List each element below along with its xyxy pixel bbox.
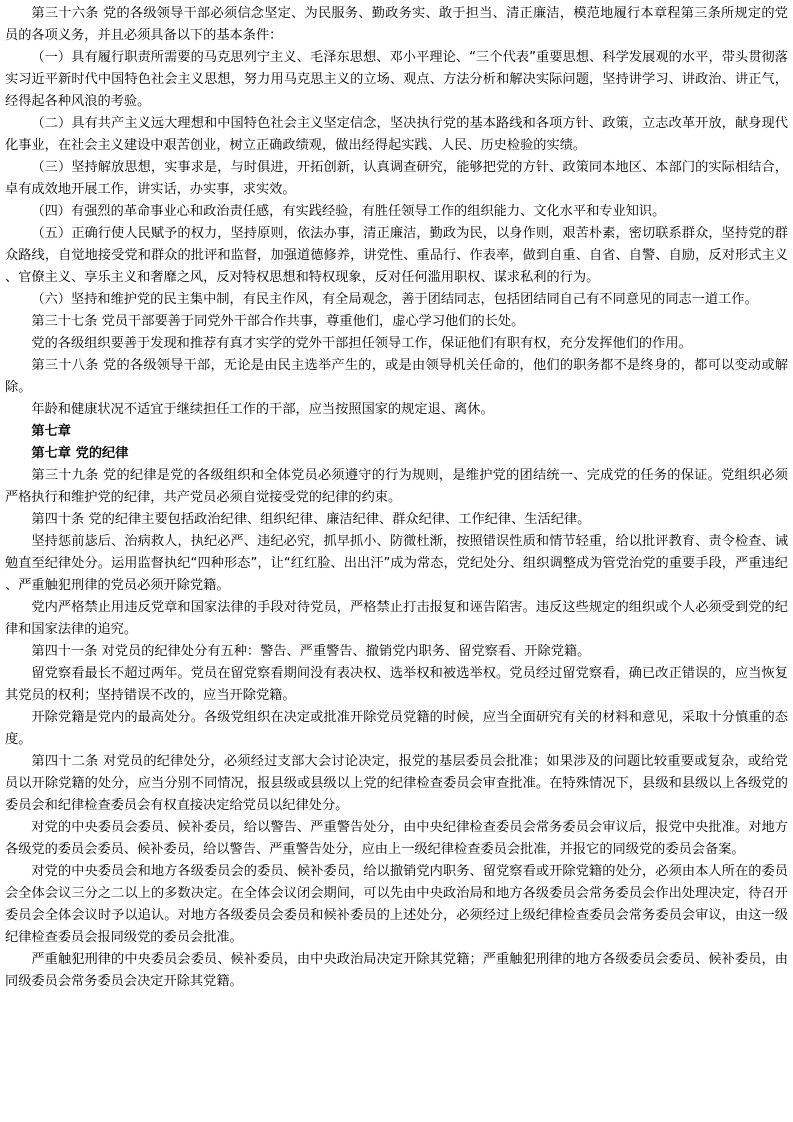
- condition-6: （六）坚持和维护党的民主集中制，有民主作风，有全局观念，善于团结同志，包括团结同自己有不同意见的同志一道工作。: [31, 292, 758, 307]
- article-38: 第三十八条 党的各级领导干部，无论是由民主选举产生的，或是由领导机关任命的，他们的职务都不是终身的，都可以变动或解除。: [5, 358, 788, 395]
- article-37: 第三十七条 党员干部要善于同党外干部合作共事，尊重他们，虚心学习他们的长处。: [31, 314, 525, 329]
- article-42-clause-1: 对党的中央委员会委员、候补委员，给以警告、严重警告处分，由中央纪律检查委员会常务委员会审议后，报党中央批准。对地方各级党的委员会委员、候补委员，给以警告、严重警告处分，应由上一级纪律检查委员会批准，并报它的同级党的委员会备案。: [5, 820, 788, 857]
- chapter-heading: 第七章: [31, 424, 72, 439]
- article-36: 第三十六条 党的各级领导干部必须信念坚定、为民服务、勤政务实、敢于担当、清正廉洁，模范地履行本章程第三条所规定的党员的各项义务，并且必须具备以下的基本条件：: [5, 6, 788, 43]
- article-42-clause-3: 严重触犯刑律的中央委员会委员、候补委员，由中央政治局决定开除其党籍；严重触犯刑律的地方各级委员会委员、候补委员，由同级委员会常务委员会决定开除其党籍。: [5, 952, 788, 989]
- document-page: [5, 3, 788, 993]
- condition-1: （一）具有履行职责所需要的马克思列宁主义、毛泽东思想、邓小平理论、“三个代表”重要思想、科学发展观的水平，带头贯彻落实习近平新时代中国特色社会主义思想，努力用马克思主义的立场、观点、方法分析和解决实际问题，坚持讲学习、讲政治、讲正气，经得起各种风浪的考验。: [5, 50, 788, 109]
- article-41-clause-2: 开除党籍是党内的最高处分。各级党组织在决定或批准开除党员党籍的时候，应当全面研究有关的材料和意见，采取十分慎重的态度。: [5, 710, 788, 747]
- article-40: 第四十条 党的纪律主要包括政治纪律、组织纪律、廉洁纪律、群众纪律、工作纪律、生活纪律。: [31, 512, 591, 527]
- article-40-clause-1: 坚持惩前毖后、治病救人，执纪必严、违纪必究，抓早抓小、防微杜渐，按照错误性质和情节轻重，给以批评教育、责令检查、诫勉直至纪律处分。运用监督执纪“四种形态”，让“红红脸、出出汗”成为常态，党纪处分、组织调整成为管党治党的重要手段，严重违纪、严重触犯刑律的党员必须开除党籍。: [5, 534, 788, 593]
- article-37-clause: 党的各级组织要善于发现和推荐有真才实学的党外干部担任领导工作，保证他们有职有权，充分发挥他们的作用。: [31, 336, 692, 351]
- article-42-clause-2: 对党的中央委员会和地方各级委员会的委员、候补委员，给以撤销党内职务、留党察看或开除党籍的处分，必须由本人所在的委员会全体会议三分之二以上的多数决定。在全体会议闭会期间，可以先由中央政治局和地方各级委员会常务委员会作出处理决定，待召开委员会全体会议时予以追认。对地方各级委员会委员和候补委员的上述处分，必须经过上级纪律检查委员会常务委员会审议，由这一级纪律检查委员会报同级党的委员会批准。: [5, 864, 788, 945]
- condition-2: （二）具有共产主义远大理想和中国特色社会主义坚定信念，坚决执行党的基本路线和各项方针、政策，立志改革开放，献身现代化事业，在社会主义建设中艰苦创业，树立正确政绩观，做出经得起实践、人民、历史检验的实绩。: [5, 116, 788, 153]
- article-40-clause-2: 党内严格禁止用违反党章和国家法律的手段对待党员，严格禁止打击报复和诬告陷害。违反这些规定的组织或个人必须受到党的纪律和国家法律的追究。: [5, 600, 788, 637]
- condition-3: （三）坚持解放思想，实事求是，与时俱进，开拓创新，认真调查研究，能够把党的方针、政策同本地区、本部门的实际相结合，卓有成效地开展工作，讲实话，办实事，求实效。: [5, 160, 788, 197]
- chapter-title: 第七章 党的纪律: [31, 446, 129, 461]
- article-42: 第四十二条 对党员的纪律处分，必须经过支部大会讨论决定，报党的基层委员会批准；如果涉及的问题比较重要或复杂，或给党员以开除党籍的处分，应当分别不同情况，报县级或县级以上党的纪律检查委员会审查批准。在特殊情况下，县级和县级以上各级党的委员会和纪律检查委员会有权直接决定给党员以纪律处分。: [5, 754, 788, 813]
- article-41-clause-1: 留党察看最长不超过两年。党员在留党察看期间没有表决权、选举权和被选举权。党员经过留党察看，确已改正错误的，应当恢复其党员的权利；坚持错误不改的，应当开除党籍。: [5, 666, 788, 703]
- condition-5: （五）正确行使人民赋予的权力，坚持原则，依法办事，清正廉洁，勤政为民，以身作则，艰苦朴素，密切联系群众，坚持党的群众路线，自觉地接受党和群众的批评和监督，加强道德修养，讲党性、重品行、作表率，做到自重、自省、自警、自励，反对形式主义、官僚主义、享乐主义和奢靡之风，反对特权思想和特权现象，反对任何滥用职权、谋求私利的行为。: [5, 226, 788, 285]
- article-41: 第四十一条 对党员的纪律处分有五种：警告、严重警告、撤销党内职务、留党察看、开除党籍。: [31, 644, 591, 659]
- article-39: 第三十九条 党的纪律是党的各级组织和全体党员必须遵守的行为规则，是维护党的团结统一、完成党的任务的保证。党组织必须严格执行和维护党的纪律，共产党员必须自觉接受党的纪律的约束。: [5, 468, 788, 505]
- article-38-clause: 年龄和健康状况不适宜于继续担任工作的干部，应当按照国家的规定退、离休。: [31, 402, 494, 417]
- condition-4: （四）有强烈的革命事业心和政治责任感，有实践经验，有胜任领导工作的组织能力、文化水平和专业知识。: [31, 204, 666, 219]
